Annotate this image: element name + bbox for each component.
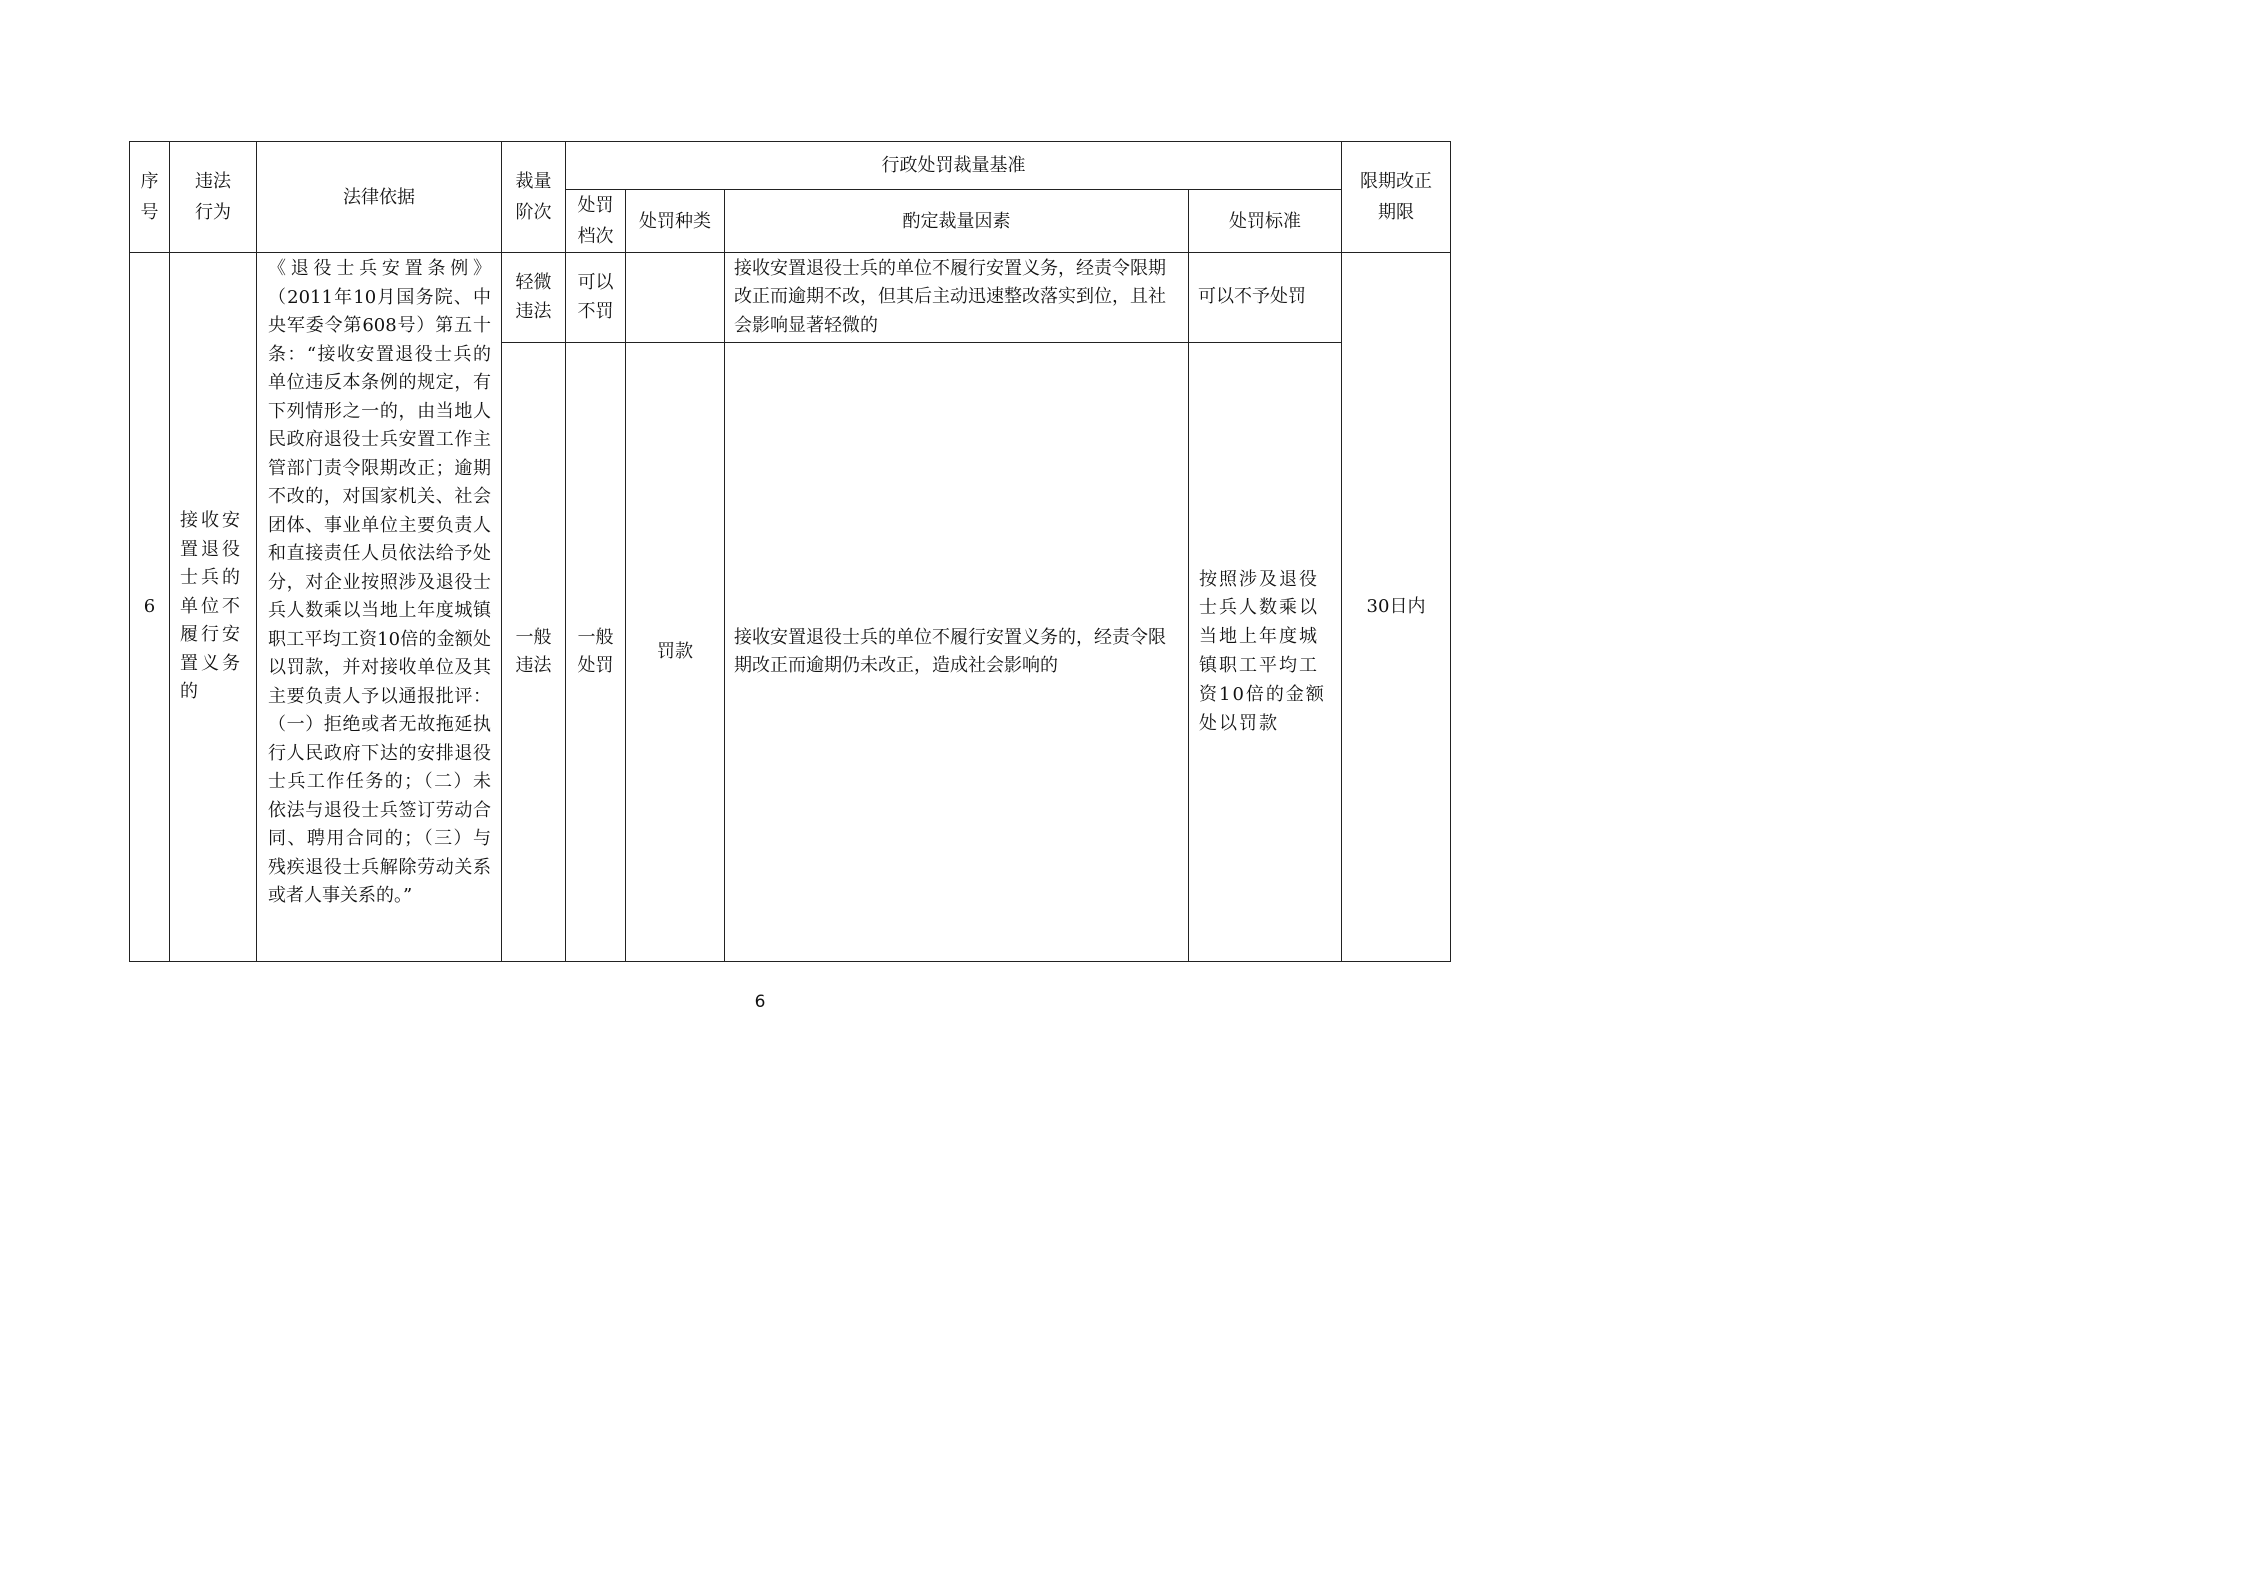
- sub1-standard: 可以不予处罚: [1189, 253, 1342, 343]
- header-seq: 序号: [130, 142, 170, 253]
- sub2-grade: 一般处罚: [566, 343, 626, 962]
- header-act: 违法行为: [170, 142, 257, 253]
- sub1-grade: 可以不罚: [566, 253, 626, 343]
- sub2-factor: 接收安置退役士兵的单位不履行安置义务的，经责令限期改正而逾期仍未改正，造成社会影响的: [725, 343, 1189, 962]
- sub1-level: 轻微违法: [502, 253, 566, 343]
- header-basis: 法律依据: [257, 142, 502, 253]
- header-group: 行政处罚裁量基准: [566, 142, 1342, 190]
- row-basis: 《退役士兵安置条例》（2011年10月国务院、中央军委令第608号）第五十条：“接收安置退役士兵的单位违反本条例的规定，有下列情形之一的，由当地人民政府退役士兵安置工作主管部门责令限期改正；逾期不改的，对国家机关、社会团体、事业单位主要负责人和直接责任人员依法给予处分，对企业按照涉及退役士兵人数乘以当地上年度城镇职工平均工资10倍的金额处以罚款，并对接收单位及其主要负责人予以通报批评：（一）拒绝或者无故拖延执行人民政府下达的安排退役士兵工作任务的；（二）未依法与退役士兵签订劳动合同、聘用合同的；（三）与残疾退役士兵解除劳动关系或者人事关系的。”: [257, 253, 502, 962]
- sub2-level: 一般违法: [502, 343, 566, 962]
- sub2-kind: 罚款: [626, 343, 725, 962]
- sub1-kind: [626, 253, 725, 343]
- sub1-factor: 接收安置退役士兵的单位不履行安置义务，经责令限期改正而逾期不改，但其后主动迅速整改落实到位，且社会影响显著轻微的: [725, 253, 1189, 343]
- sub2-standard: 按照涉及退役士兵人数乘以当地上年度城镇职工平均工资10倍的金额处以罚款: [1189, 343, 1342, 962]
- header-factor: 酌定裁量因素: [725, 190, 1189, 253]
- page-number: 6: [754, 992, 766, 1012]
- header-grade: 处罚档次: [566, 190, 626, 253]
- row-seq: 6: [130, 253, 170, 962]
- row-act: 接收安置退役士兵的单位不履行安置义务的: [170, 253, 257, 962]
- header-deadline: 限期改正期限: [1342, 142, 1451, 253]
- header-kind: 处罚种类: [626, 190, 725, 253]
- header-level: 裁量阶次: [502, 142, 566, 253]
- row-deadline: 30日内: [1342, 253, 1451, 962]
- penalty-standard-table: [129, 141, 1451, 962]
- header-standard: 处罚标准: [1189, 190, 1342, 253]
